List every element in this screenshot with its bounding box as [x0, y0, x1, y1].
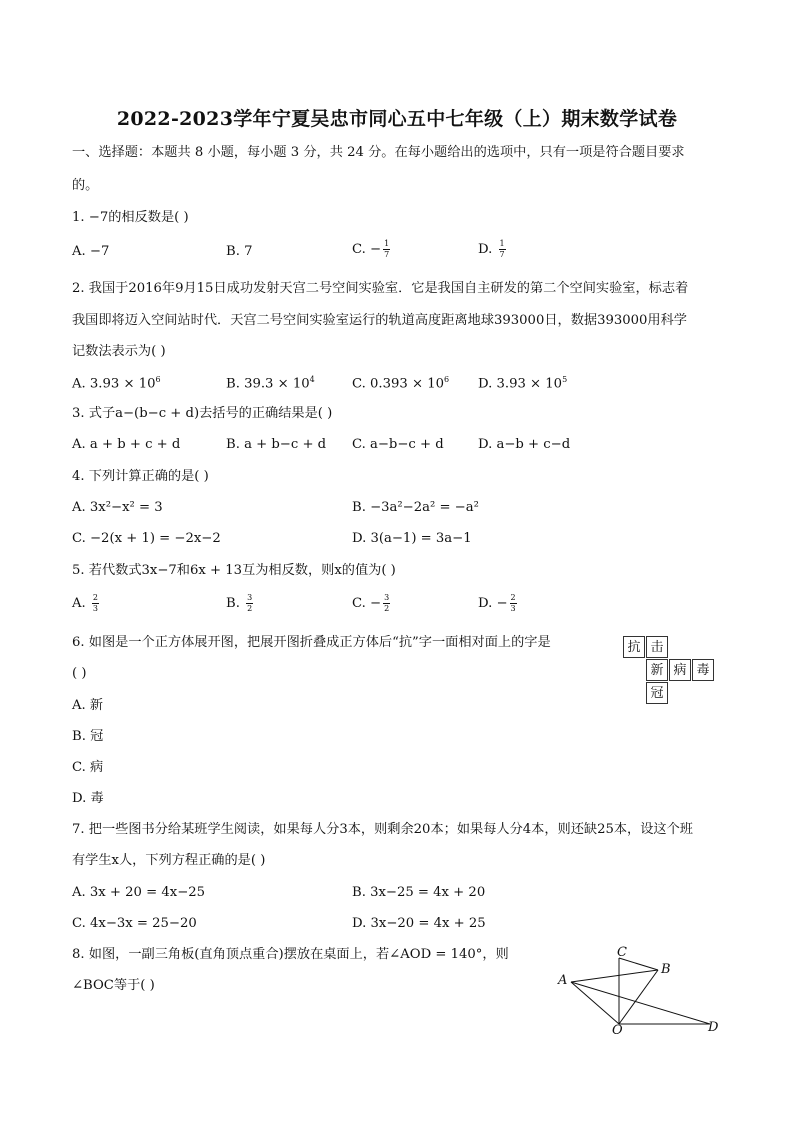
q2-option-a	[72, 376, 161, 391]
q5-c-numerator: 3	[384, 593, 390, 602]
page-title: 2022-2023学年宁夏吴忠市同心五中七年级（上）期末数学试卷	[116, 108, 678, 130]
q6-option-a: A. 新	[72, 698, 104, 713]
q1-option-c-prefix: C. −	[352, 242, 382, 257]
label-d: D	[708, 1020, 719, 1035]
q5-c-prefix: C. −	[352, 596, 382, 611]
cube-face-xin: 新	[646, 659, 668, 681]
q7-option-b: B. 3x−25 = 4x + 20	[352, 885, 486, 900]
q5-d-numerator: 2	[510, 593, 516, 602]
q5-a-prefix: A.	[72, 596, 90, 611]
q6-paren: ( )	[72, 666, 87, 681]
q5-d-prefix: D. −	[478, 596, 508, 611]
cube-face-du: 毒	[692, 659, 714, 681]
q5-a-numerator: 2	[92, 593, 99, 602]
q2-option-b-exp: 4	[309, 375, 315, 384]
q7-stem-line1: 7. 把一些图书分给某班学生阅读，如果每人分3本，则剩余20本；如果每人分4本，则还缺25本，设这个班	[72, 822, 693, 837]
q2-option-c	[352, 376, 449, 391]
q4-option-b: B. −3a²−2a² = −a²	[352, 500, 479, 515]
cube-net-figure	[623, 636, 723, 708]
q1-c-numerator: 1	[384, 239, 390, 248]
q5-option-d	[478, 594, 517, 613]
q1-option-a: A. −7	[72, 244, 110, 259]
q5-d-denominator: 3	[510, 604, 516, 613]
segment-ab	[571, 970, 658, 982]
q2-option-d-base: D. 3.93 × 10	[478, 376, 563, 392]
q6-option-d: D. 毒	[72, 791, 104, 806]
label-o: O	[612, 1023, 623, 1038]
q4-stem: 4. 下列计算正确的是( )	[72, 469, 209, 484]
label-c: C	[617, 945, 627, 960]
q1-option-d-prefix: D.	[478, 242, 497, 257]
q2-option-b	[226, 376, 315, 391]
q6-stem: 6. 如图是一个正方体展开图，把展开图折叠成正方体后“抗”字一面相对面上的字是	[72, 635, 551, 650]
q5-option-b	[226, 594, 253, 613]
q2-option-a-base: A. 3.93 × 10	[72, 376, 156, 392]
q4-option-d: D. 3(a−1) = 3a−1	[352, 531, 472, 546]
q3-option-b: B. a + b−c + d	[226, 437, 327, 452]
q5-b-prefix: B.	[226, 596, 245, 611]
q2-option-c-base: C. 0.393 × 10	[352, 376, 444, 392]
q1-stem: 1. −7的相反数是( )	[72, 210, 189, 225]
cube-face-guan: 冠	[646, 682, 668, 704]
q5-d-fraction	[510, 594, 517, 613]
q1-option-d-fraction	[499, 240, 506, 259]
triangles-svg	[550, 940, 730, 1040]
segment-ad	[571, 982, 710, 1024]
q1-option-b: B. 7	[226, 244, 253, 259]
q5-c-denominator: 2	[384, 604, 390, 613]
q7-stem-line2: 有学生x人，下列方程正确的是( )	[72, 853, 266, 868]
q5-option-c	[352, 594, 390, 613]
q2-stem-line3: 记数法表示为( )	[72, 344, 166, 359]
q3-option-c: C. a−b−c + d	[352, 437, 444, 452]
q5-b-fraction	[246, 594, 253, 613]
q1-option-c-fraction	[383, 240, 390, 259]
q7-option-d: D. 3x−20 = 4x + 25	[352, 916, 486, 931]
q1-d-numerator: 1	[499, 239, 505, 248]
q6-option-b: B. 冠	[72, 729, 104, 744]
q5-b-denominator: 2	[247, 604, 253, 613]
q1-option-c	[352, 240, 390, 259]
q7-option-c: C. 4x−3x = 25−20	[72, 916, 197, 931]
q1-c-denominator: 7	[384, 250, 390, 259]
q8-stem-line1: 8. 如图，一副三角板(直角顶点重合)摆放在桌面上，若∠AOD = 140°，则	[72, 947, 509, 962]
q5-a-fraction	[92, 594, 99, 613]
q5-option-a	[72, 594, 99, 613]
q2-option-a-exp: 6	[155, 375, 161, 384]
q8-stem-line2: ∠BOC等于( )	[72, 978, 155, 993]
cube-face-bing: 病	[669, 659, 691, 681]
segment-bo	[619, 970, 658, 1024]
q3-stem: 3. 式子a−(b−c + d)去括号的正确结果是( )	[72, 406, 333, 421]
q1-d-denominator: 7	[499, 250, 505, 259]
q5-stem: 5. 若代数式3x−7和6x + 13互为相反数，则x的值为( )	[72, 563, 396, 578]
label-b: B	[661, 962, 671, 977]
segment-ao	[571, 982, 619, 1024]
section-header-line2: 的。	[72, 178, 99, 193]
q6-option-c: C. 病	[72, 760, 104, 775]
triangles-figure	[550, 940, 730, 1040]
q5-c-fraction	[383, 594, 390, 613]
q2-option-d	[478, 376, 567, 391]
q3-option-a: A. a + b + c + d	[72, 437, 181, 452]
q1-option-d	[478, 240, 506, 259]
q4-option-c: C. −2(x + 1) = −2x−2	[72, 531, 221, 546]
q2-option-c-exp: 6	[443, 375, 450, 384]
cube-face-ji: 击	[646, 636, 668, 658]
q2-stem-line2: 我国即将迈入空间站时代．天宫二号空间实验室运行的轨道高度距离地球393000日，数据393000用科学	[72, 313, 687, 328]
label-a: A	[558, 973, 568, 988]
q2-option-b-base: B. 39.3 × 10	[226, 376, 310, 392]
q4-option-a: A. 3x²−x² = 3	[72, 500, 163, 515]
q7-option-a: A. 3x + 20 = 4x−25	[72, 885, 206, 900]
cube-face-kang: 抗	[623, 636, 645, 658]
q2-option-d-exp: 5	[562, 375, 568, 384]
q5-a-denominator: 3	[92, 604, 99, 613]
q2-stem-line1: 2. 我国于2016年9月15日成功发射天宫二号空间实验室．它是我国自主研发的第二个空间实验室，标志着	[72, 281, 689, 296]
section-header-line1: 一、选择题：本题共 8 小题，每小题 3 分，共 24 分。在每小题给出的选项中，只有一项是符合题目要求	[72, 145, 685, 160]
q5-b-numerator: 3	[247, 593, 253, 602]
q3-option-d: D. a−b + c−d	[478, 437, 571, 452]
